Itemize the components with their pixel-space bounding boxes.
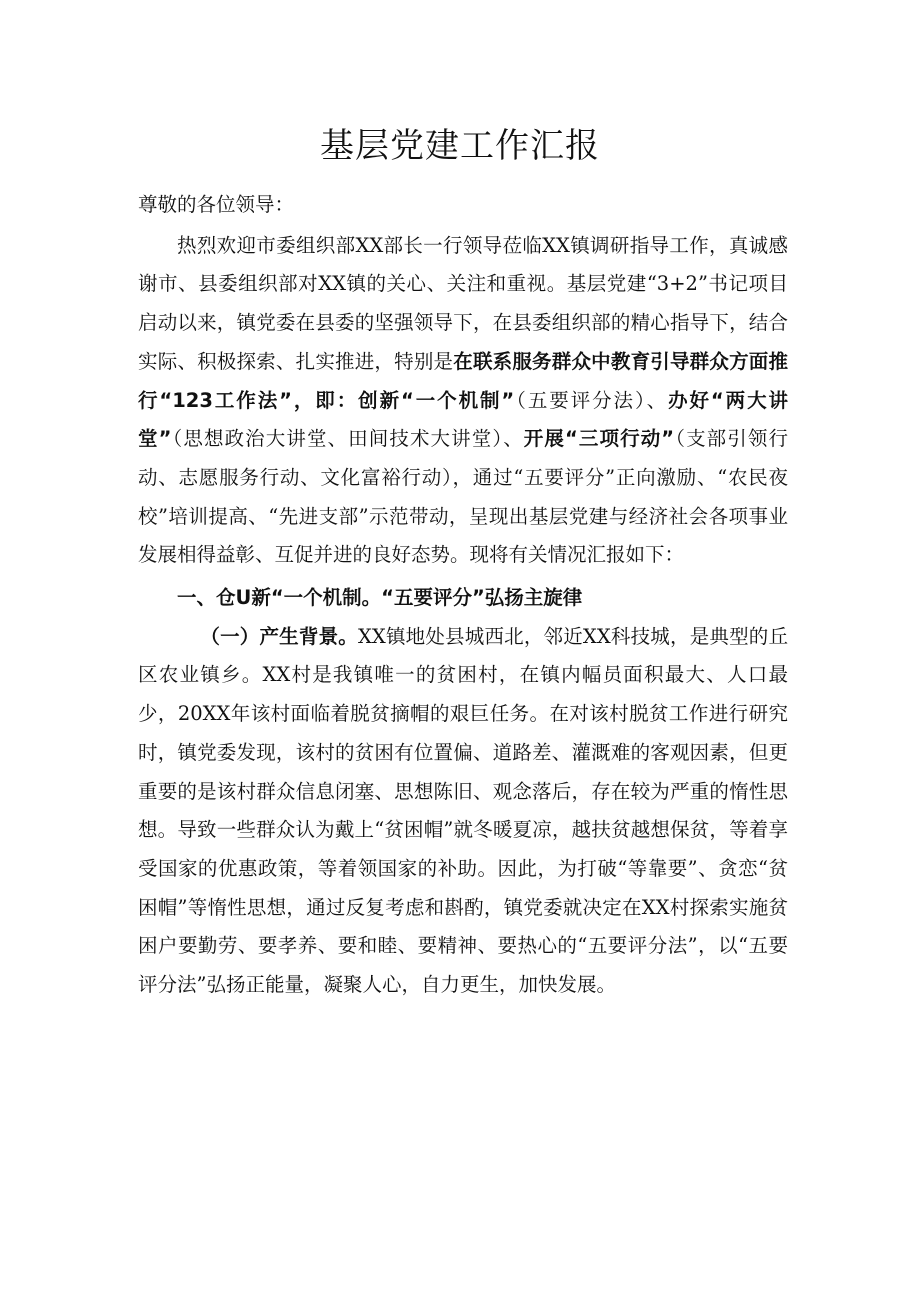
intro-bold-3: 开展“三项行动” [523, 427, 675, 451]
intro-bold-1: 在联系服务群众中教育引导群众方面推行“123工作法”，即：创新“一个机制” [138, 349, 788, 412]
document-title: 基层党建工作汇报 [320, 126, 600, 166]
intro-text-2: （五要评分法）、 [514, 388, 669, 412]
intro-text-4: （支部引领行动、志愿服务行动、文化富裕行动），通过“五要评分”正向激励、“农民夜校”培训提高、“先进支部”示范带动，呈现出基层党建与经济社会各项事业发展相得益彰、互促并进的良好态势。现将有关情况汇报如下： [138, 427, 788, 567]
subsection-paragraph-1 [138, 618, 788, 1005]
intro-bold-2: 办好“两大讲堂” [138, 388, 788, 451]
subsection-label: （一）产生背景。 [200, 624, 358, 648]
greeting: 尊敬的各位领导： [138, 193, 295, 216]
intro-paragraph [138, 227, 788, 575]
intro-text-3: （思想政治大讲堂、田间技术大讲堂）、 [171, 427, 524, 451]
section-heading-1: 一、仓U新“一个机制。“五要评分”弘扬主旋律 [177, 586, 583, 610]
subsection-text: XX镇地处县城西北，邻近XX科技城，是典型的丘区农业镇乡。XX村是我镇唯一的贫困村，在镇内幅员面积最大、人口最少，20XX年该村面临着脱贫摘帽的艰巨任务。在对该村脱贫工作进行研究时，镇党委发现，该村的贫困有位置偏、道路差、灌溉难的客观因素，但更重要的是该村群众信息闭塞、思想陈旧、观念落后，存在较为严重的惰性思想。导致一些群众认为戴上“贫困帽”就冬暖夏凉，越扶贫越想保贫，等着享受国家的优惠政策，等着领国家的补助。因此，为打破“等靠要”、贪恋“贫困帽”等惰性思想，通过反复考虑和斟酌，镇党委就决定在XX村探索实施贫困户要勤劳、要孝养、要和睦、要精神、要热心的“五要评分法”，以“五要评分法”弘扬正能量，凝聚人心，自力更生，加快发展。 [138, 624, 788, 997]
document-body [138, 186, 788, 1005]
intro-text-1: 热烈欢迎市委组织部XX部长一行领导莅临XX镇调研指导工作，真诚感谢市、县委组织部对XX镇的关心、关注和重视。基层党建“3+2”书记项目启动以来，镇党委在县委的坚强领导下，在县委组织部的精心指导下，结合实际、积极探索、扎实推进，特别是 [138, 233, 788, 373]
